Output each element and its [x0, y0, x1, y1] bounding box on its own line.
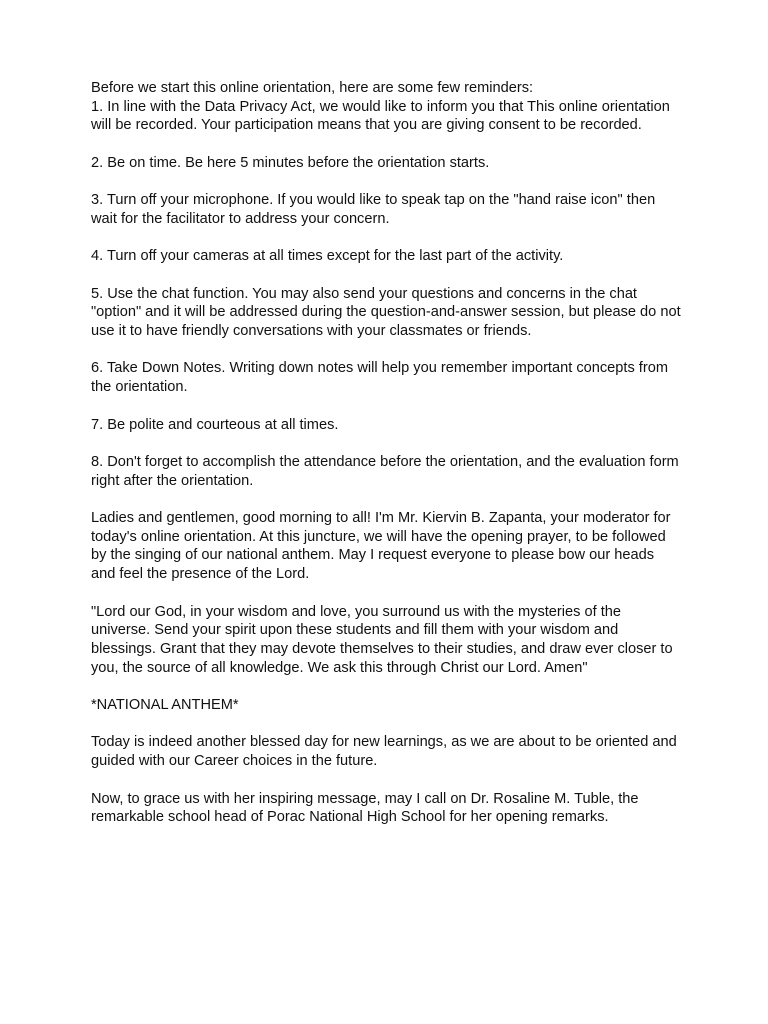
- greeting-paragraph: Ladies and gentlemen, good morning to all! I'm Mr. Kiervin B. Zapanta, your moderator for today's online orientation. At this juncture, we will have the opening prayer, to be followed by the singing of our national anthem. May I request everyone to please bow our heads and feel the presence of the Lord.: [91, 510, 671, 583]
- intro-paragraph: Before we start this online orientation, here are some few reminders:: [91, 80, 534, 96]
- reminder-3: 3. Turn off your microphone. If you would like to speak tap on the "hand raise icon" then wait for the facilitator to address your concern.: [91, 192, 656, 227]
- reminder-2: 2. Be on time. Be here 5 minutes before the orientation starts.: [91, 154, 490, 171]
- reminder-4: 4. Turn off your cameras at all times except for the last part of the activity.: [91, 248, 564, 265]
- document-body: [91, 79, 681, 846]
- reminder-8: 8. Don't forget to accomplish the attendance before the orientation, and the evaluation form right after the orientation.: [91, 453, 679, 489]
- anthem-line: *NATIONAL ANTHEM*: [91, 697, 239, 714]
- reminder-5: 5. Use the chat function. You may also send your questions and concerns in the chat "option" and it will be addressed during the question-and-answer session, but please do not use it to have friendly conversations with your classmates or friends.: [91, 285, 681, 340]
- reminder-1: 1. In line with the Data Privacy Act, we would like to inform you that This online orientation will be recorded. Your participation means that you are giving consent to be recorded.: [91, 98, 670, 134]
- message-call-paragraph: Now, to grace us with her inspiring message, may I call on Dr. Rosaline M. Tuble, the remarkable school head of Porac National High School for her opening remarks.: [91, 790, 639, 826]
- blessed-day-paragraph: Today is indeed another blessed day for new learnings, as we are about to be oriented and guided with our Career choices in the future.: [91, 734, 677, 770]
- reminder-7: 7. Be polite and courteous at all times.: [91, 416, 339, 433]
- prayer-paragraph: "Lord our God, in your wisdom and love, you surround us with the mysteries of the universe. Send your spirit upon these students and fill them with your wisdom and blessings. Grant that they may devote themselves to their studies, and draw ever closer to you, the source of all knowledge. We ask this through Christ our Lord. Amen": [91, 603, 673, 676]
- reminder-6: 6. Take Down Notes. Writing down notes will help you remember important concepts from the orientation.: [91, 360, 668, 396]
